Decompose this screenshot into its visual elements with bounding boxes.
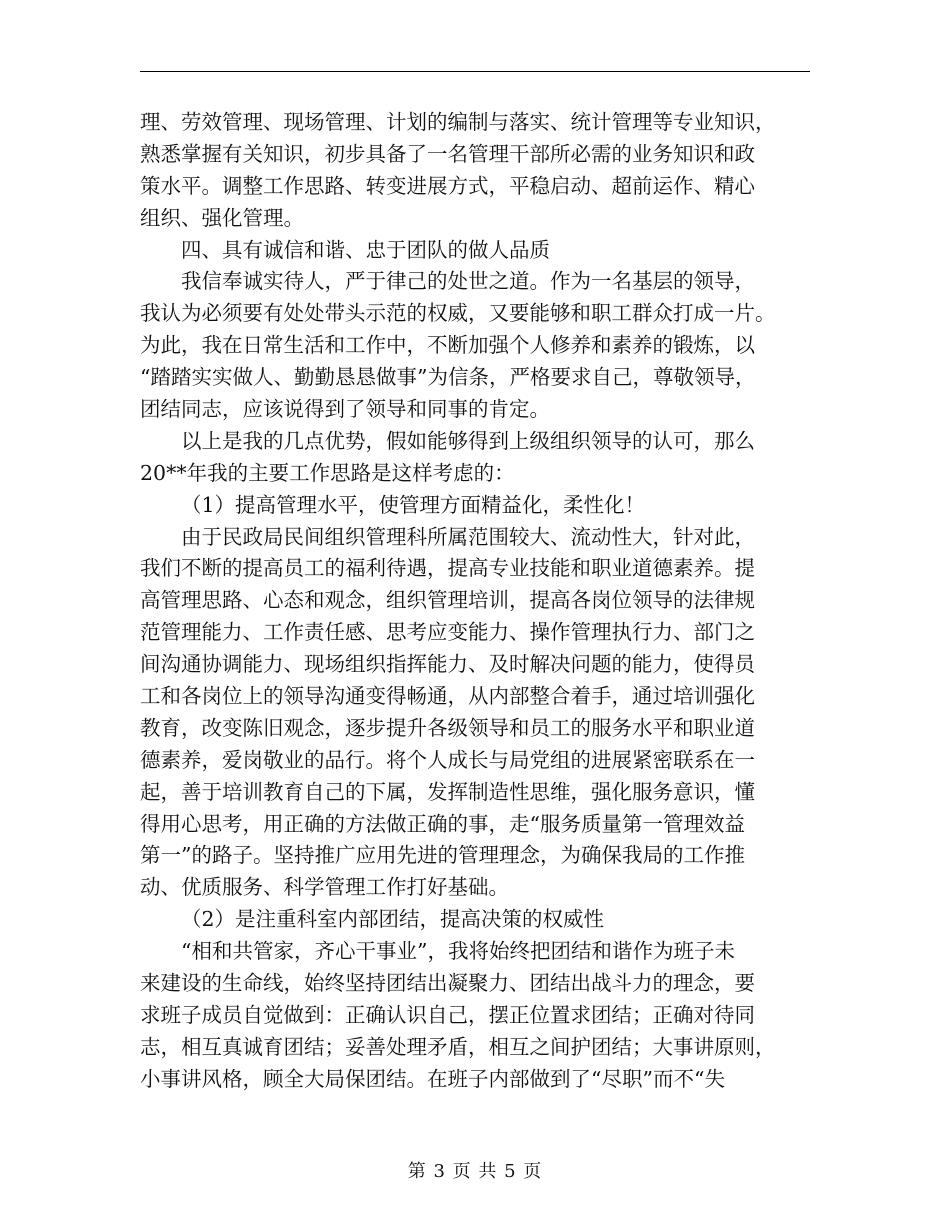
text-line: 小事讲风格，顾全大局保团结。在班子内部做到了“尽职”而不“失 [140, 1066, 725, 1091]
text-line: 策水平。调整工作思路、转变进展方式，平稳启动、超前运作、精心 [140, 173, 755, 198]
text-line: 教育，改变陈旧观念，逐步提升各级领导和员工的服务水平和职业道 [140, 715, 755, 740]
text-line: “相和共管家，齐心干事业”，我将始终把团结和谐作为班子未 [181, 939, 735, 964]
subsection-heading: （1）提高管理水平，使管理方面精益化，柔性化！ [181, 492, 646, 517]
text-line: 德素养，爱岗敬业的品行。将个人成长与局党组的进展紧密联系在一 [140, 747, 755, 772]
text-line: 我信奉诚实待人，严于律己的处世之道。作为一名基层的领导， [181, 269, 755, 294]
header-rule [140, 71, 810, 72]
page-number-footer: 第 3 页 共 5 页 [407, 1161, 543, 1182]
text-line: 我们不断的提高员工的福利待遇，提高专业技能和职业道德素养。提 [140, 556, 755, 581]
text-line: 理、劳效管理、现场管理、计划的编制与落实、统计管理等专业知识， [140, 110, 776, 134]
text-line: 范管理能力、工作责任感、思考应变能力、操作管理执行力、部门之 [140, 620, 755, 645]
text-line: 来建设的生命线，始终坚持团结出凝聚力、团结出战斗力的理念，要 [140, 971, 755, 996]
text-line: 为此，我在日常生活和工作中，不断加强个人修养和素养的锻炼，以 [140, 333, 755, 358]
text-line: 动、优质服务、科学管理工作打好基础。 [140, 875, 509, 900]
text-line: 熟悉掌握有关知识，初步具备了一名管理干部所必需的业务知识和政 [140, 141, 755, 166]
text-line: 由于民政局民间组织管理科所属范围较大、流动性大，针对此， [181, 524, 755, 549]
text-line: 工和各岗位上的领导沟通变得畅通，从内部整合着手，通过培训强化 [140, 684, 755, 709]
section-heading: 四、具有诚信和谐、忠于团队的做人品质 [181, 237, 550, 262]
text-line: 以上是我的几点优势，假如能够得到上级组织领导的认可，那么 [181, 428, 755, 453]
text-line: 我认为必须要有处处带头示范的权威，又要能够和职工群众打成一片。 [140, 301, 776, 326]
subsection-heading: （2）是注重科室内部团结，提高决策的权威性 [181, 907, 605, 932]
text-line: 求班子成员自觉做到：正确认识自己，摆正位置求团结；正确对待同 [140, 1002, 755, 1027]
text-line: 志，相互真诚育团结；妥善处理矛盾，相互之间护团结；大事讲原则， [140, 1034, 776, 1059]
text-line: 起，善于培训教育自己的下属，发挥制造性思维，强化服务意识，懂 [140, 779, 755, 804]
text-line: 得用心思考，用正确的方法做正确的事，走“服务质量第一管理效益 [140, 811, 745, 836]
text-line: 组织、强化管理。 [140, 205, 304, 230]
text-line: “踏踏实实做人、勤勤恳恳做事”为信条，严格要求自己，尊敬领导， [140, 365, 756, 390]
text-line: 间沟通协调能力、现场组织指挥能力、及时解决问题的能力，使得员 [140, 652, 755, 677]
body-text [140, 107, 810, 1096]
text-line: 第一”的路子。坚持推广应用先进的管理理念，为确保我局的工作推 [140, 843, 745, 868]
text-line: 20**年我的主要工作思路是这样考虑的： [140, 460, 515, 485]
text-line: 团结同志，应该说得到了领导和同事的肯定。 [140, 397, 550, 422]
text-line: 高管理思路、心态和观念，组织管理培训，提高各岗位领导的法律规 [140, 588, 755, 613]
